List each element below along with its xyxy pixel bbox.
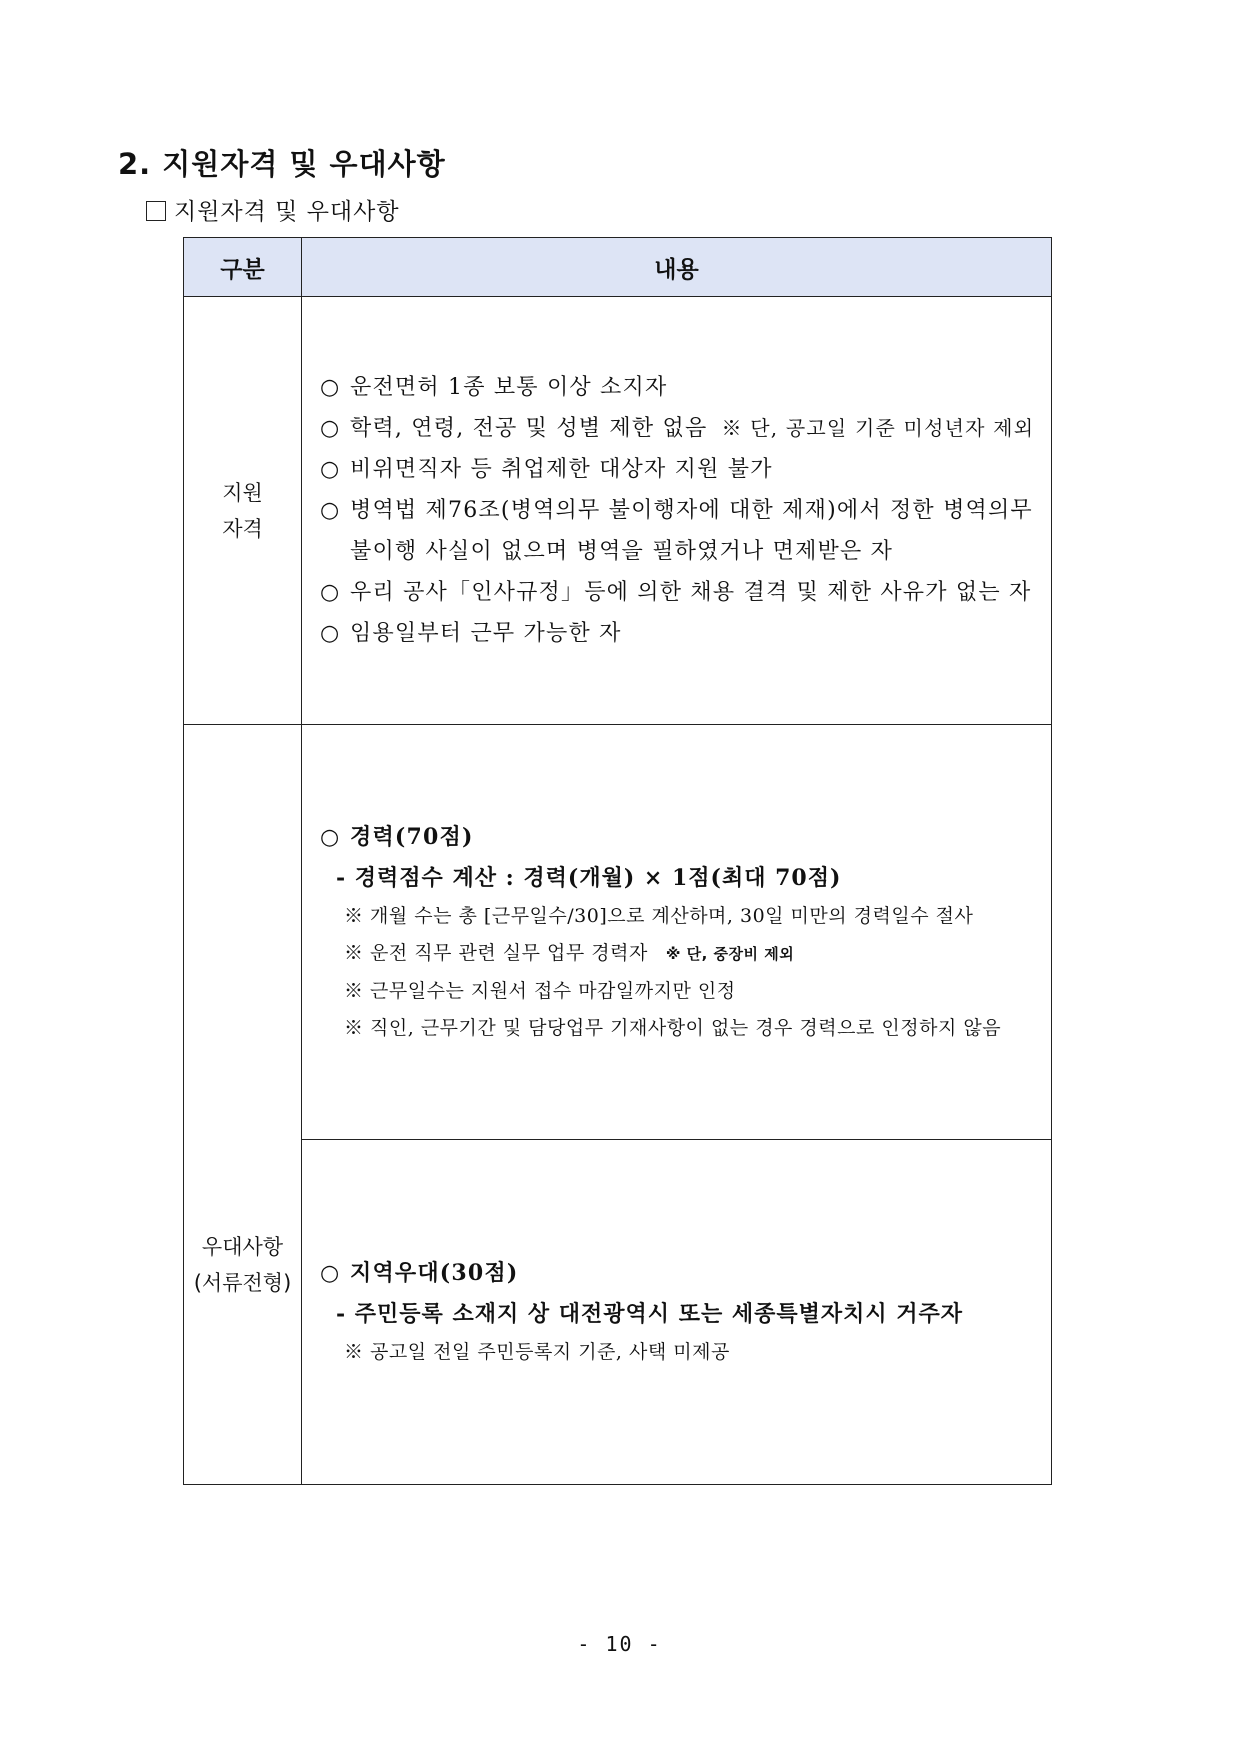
qualification-category (184, 297, 302, 725)
career-content (302, 725, 1052, 1140)
list-item: ○ 운전면허 1종 보통 이상 소지자 (320, 375, 668, 400)
career-note: ※ 직인, 근무기간 및 담당업무 기재사항이 없는 경우 경력으로 인정하지 않음 (344, 1017, 1002, 1039)
career-note-sub: ※ 단, 중장비 제외 (665, 945, 795, 963)
qualification-table (183, 237, 1052, 1485)
subsection-heading-text: 지원자격 및 우대사항 (174, 199, 400, 225)
region-content (302, 1140, 1052, 1485)
list-item: ○ 비위면직자 등 취업제한 대상자 지원 불가 (320, 457, 773, 482)
section-heading: 2. 지원자격 및 우대사항 (118, 147, 446, 181)
preference-row-career (184, 725, 1052, 1140)
preference-category (184, 725, 302, 1485)
preference-row-region (184, 1140, 1052, 1485)
checkbox-square-icon (146, 201, 166, 221)
qualification-row (184, 297, 1052, 725)
item-note: ※ 단, 공고일 기준 미성년자 제외 (721, 416, 1035, 440)
career-calc: - 경력점수 계산 : 경력(개월) × 1점(최대 70점) (336, 865, 842, 891)
category-label: (서류전형) (193, 1270, 292, 1295)
page-number: - 10 - (577, 1632, 662, 1656)
list-item: ○ 우리 공사「인사규정」등에 의한 채용 결격 및 제한 사유가 없는 자 (320, 580, 1032, 605)
region-note: ※ 공고일 전일 주민등록지 기준, 사택 미제공 (344, 1341, 730, 1363)
qualification-content (302, 297, 1052, 725)
career-note: ※ 운전 직무 관련 실무 업무 경력자 ※ 단, 중장비 제외 (344, 942, 795, 964)
list-item-continuation: 불이행 사실이 없으며 병역을 필하였거나 면제받은 자 (350, 539, 894, 564)
table-header-row (184, 238, 1052, 297)
career-note: ※ 근무일수는 지원서 접수 마감일까지만 인정 (344, 980, 736, 1002)
subsection-heading (146, 193, 400, 226)
category-label: 자격 (222, 516, 263, 541)
list-item: ○ 경력(70점) (320, 824, 474, 850)
list-item: ○ 지역우대(30점) (320, 1260, 519, 1286)
region-detail: - 주민등록 소재지 상 대전광역시 또는 세종특별자치시 거주자 (336, 1301, 964, 1327)
header-category: 구분 (184, 238, 302, 297)
list-item: ○ 임용일부터 근무 가능한 자 (320, 621, 622, 646)
list-item: ○ 학력, 연령, 전공 및 성별 제한 없음 ※ 단, 공고일 기준 미성년자 제외 (320, 416, 1035, 441)
header-content: 내용 (302, 238, 1052, 297)
category-label: 우대사항 (201, 1234, 284, 1259)
category-label: 지원 (222, 480, 263, 505)
list-item: ○ 병역법 제76조(병역의무 불이행자에 대한 제재)에서 정한 병역의무 (320, 498, 1033, 523)
career-note: ※ 개월 수는 총 [근무일수/30]으로 계산하며, 30일 미만의 경력일수 절사 (344, 905, 974, 927)
